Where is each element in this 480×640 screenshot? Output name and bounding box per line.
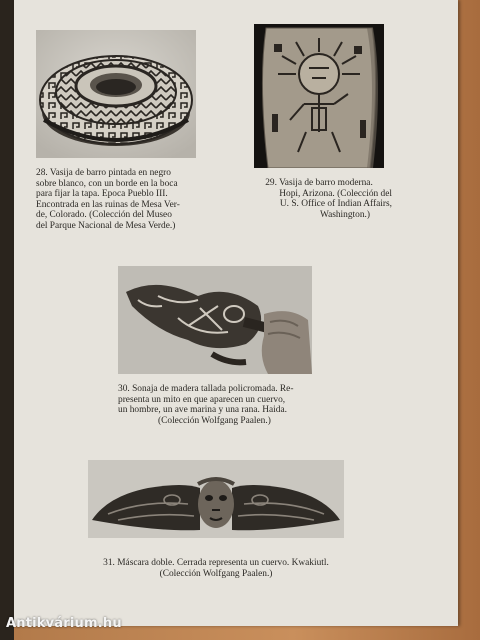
caption-28-line: 28. Vasija de barro pintada en negro (36, 168, 171, 178)
book-page (14, 0, 458, 626)
caption-30 (118, 384, 316, 426)
caption-29-line: 29. Vasija de barro moderna. (265, 178, 373, 188)
caption-30-line: presenta un mito en que aparecen un cuervo, (118, 394, 286, 405)
photo-29-hopi-jar (254, 24, 384, 168)
caption-28-line: del Parque Nacional de Mesa Verde.) (36, 220, 176, 231)
caption-28-line: para fijar la tapa. Epoca Pueblo III. (36, 189, 168, 200)
caption-29-line: Washington.) (319, 209, 370, 220)
caption-29-line: Hopi, Arizona. (Colección del (279, 188, 392, 199)
caption-28 (36, 168, 206, 232)
photo-31-kwakiutl-mask (88, 460, 344, 538)
photo-30-haida-rattle (118, 266, 312, 374)
caption-30-line: 30. Sonaja de madera tallada policromada. Re- (118, 384, 294, 394)
caption-30-line: un hombre, un ave marina y una rana. Haida. (118, 405, 287, 416)
caption-28-line: Encontrada en las ruinas de Mesa Ver- (36, 199, 180, 210)
mask-image (88, 460, 344, 538)
caption-30-line: (Colección Wolfgang Paalen.) (158, 415, 271, 426)
caption-29-line: U. S. Office of Indian Affairs, (279, 199, 392, 210)
caption-31-line: (Colección Wolfgang Paalen.) (159, 568, 273, 579)
rattle-image (118, 266, 312, 374)
caption-31 (88, 558, 344, 579)
caption-28-line: de, Colorado. (Colección del Museo (36, 210, 172, 221)
caption-28-line: sobre blanco, con un borde en la boca (36, 178, 178, 189)
caption-31-line: 31. Máscara doble. Cerrada representa un cuervo. Kwakiutl. (103, 558, 329, 568)
bowl-image (36, 30, 196, 158)
photo-28-pottery-bowl (36, 30, 196, 158)
caption-29 (246, 178, 392, 220)
watermark: Antikvárium.hu (6, 616, 122, 631)
jar-image (254, 24, 384, 168)
